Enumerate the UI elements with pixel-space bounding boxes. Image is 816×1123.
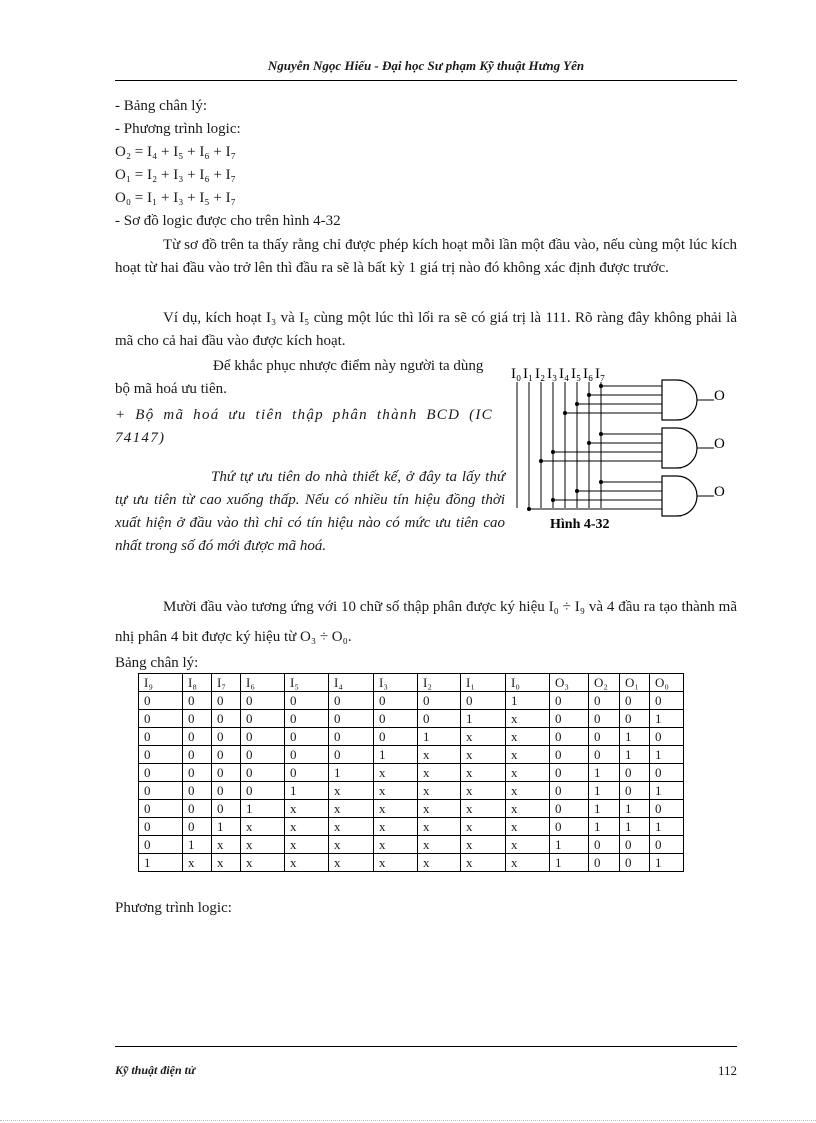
table-cell: x: [461, 746, 506, 764]
table-header-cell: O₃: [550, 674, 589, 692]
table-cell: x: [418, 836, 461, 854]
table-cell: x: [418, 818, 461, 836]
table-cell: 0: [620, 854, 650, 872]
priority-encoder-heading: + Bộ mã hoá ưu tiên thập phân thành BCD (IC 74147): [115, 407, 493, 446]
table-cell: 0: [241, 728, 285, 746]
table-cell: x: [241, 818, 285, 836]
table-cell: 1: [241, 800, 285, 818]
table-cell: 0: [241, 764, 285, 782]
table-cell: 0: [650, 728, 684, 746]
table-cell: 1: [550, 854, 589, 872]
table-row: [139, 746, 684, 764]
table-cell: 0: [285, 746, 329, 764]
table-cell: 0: [650, 764, 684, 782]
table-header-cell: I₃: [374, 674, 418, 692]
paragraph-inputs-text: Mười đầu vào tương ứng với 10 chữ số thập phân được ký hiệu I₀ ÷ I₉ và 4 đầu ra tạo thành mã nhị phân 4 bit được ký hiệu từ O₃ ÷ O₀.: [115, 599, 737, 645]
table-cell: 0: [620, 710, 650, 728]
table-cell: x: [374, 836, 418, 854]
table-cell: 0: [212, 764, 241, 782]
junction-dot: [587, 441, 591, 445]
equation-o2: O₂ = I₄ + I₅ + I₆ + I₇: [115, 144, 236, 160]
table-cell: 0: [212, 800, 241, 818]
table-header-cell: O₀: [650, 674, 684, 692]
junction-dot: [575, 489, 579, 493]
table-header-cell: I₁: [461, 674, 506, 692]
table-cell: 0: [212, 746, 241, 764]
junction-dot: [563, 411, 567, 415]
table-cell: x: [285, 854, 329, 872]
table-cell: 0: [550, 764, 589, 782]
table-cell: 0: [461, 692, 506, 710]
table-header-cell: I₆: [241, 674, 285, 692]
table-cell: 1: [506, 692, 550, 710]
table-cell: 0: [374, 710, 418, 728]
diagram-reference: - Sơ đồ logic được cho trên hình 4-32: [115, 213, 341, 229]
junction-dot: [527, 507, 531, 511]
output-label: O: [714, 436, 725, 452]
table-cell: x: [329, 818, 374, 836]
table-cell: 0: [183, 710, 212, 728]
table-cell: x: [374, 782, 418, 800]
paragraph-example: [115, 307, 737, 353]
table-header-cell: I₇: [212, 674, 241, 692]
table-cell: 1: [589, 764, 620, 782]
table-cell: 1: [461, 710, 506, 728]
table-cell: x: [506, 746, 550, 764]
table-cell: x: [461, 800, 506, 818]
table-cell: 0: [285, 728, 329, 746]
table-cell: 1: [620, 728, 650, 746]
truth-table-label: Bảng chân lý:: [115, 655, 199, 671]
table-cell: x: [506, 782, 550, 800]
output-label: O: [714, 388, 725, 404]
table-row: [139, 854, 684, 872]
table-cell: 1: [418, 728, 461, 746]
table-cell: x: [241, 836, 285, 854]
table-row: [139, 728, 684, 746]
table-cell: 0: [650, 836, 684, 854]
table-cell: x: [418, 854, 461, 872]
table-cell: x: [461, 764, 506, 782]
table-cell: 1: [620, 746, 650, 764]
table-cell: 1: [620, 800, 650, 818]
table-cell: x: [374, 800, 418, 818]
table-cell: 0: [589, 746, 620, 764]
table-cell: 0: [589, 692, 620, 710]
table-cell: 0: [139, 836, 183, 854]
table-cell: 0: [329, 710, 374, 728]
table-cell: 0: [374, 728, 418, 746]
table-cell: 0: [285, 710, 329, 728]
table-cell: 0: [139, 728, 183, 746]
table-cell: 0: [183, 782, 212, 800]
table-row: [139, 692, 684, 710]
table-cell: x: [374, 764, 418, 782]
table-header-cell: I₈: [183, 674, 212, 692]
table-cell: 0: [550, 800, 589, 818]
table-cell: 0: [183, 818, 212, 836]
paragraph-priority: [115, 466, 505, 558]
table-cell: x: [241, 854, 285, 872]
table-cell: 0: [285, 692, 329, 710]
table-cell: x: [329, 800, 374, 818]
table-cell: 0: [589, 836, 620, 854]
table-cell: 0: [329, 692, 374, 710]
table-cell: 0: [139, 818, 183, 836]
table-header-row: [139, 674, 684, 692]
table-cell: 0: [329, 728, 374, 746]
input-label: I₅: [571, 366, 582, 382]
junction-dot: [587, 393, 591, 397]
table-row: [139, 710, 684, 728]
equation-o0: O₀ = I₁ + I₃ + I₅ + I₇: [115, 190, 236, 206]
table-cell: 0: [418, 692, 461, 710]
table-cell: x: [212, 836, 241, 854]
page-header: Nguyễn Ngọc Hiếu - Đại học Sư phạm Kỹ thuật Hưng Yên: [267, 58, 585, 73]
table-cell: 1: [650, 746, 684, 764]
table-cell: x: [418, 800, 461, 818]
table-cell: 0: [139, 782, 183, 800]
paragraph-fix: Để khắc phục nhược điểm này người ta dùng: [213, 358, 484, 374]
table-cell: 1: [650, 818, 684, 836]
table-cell: x: [461, 818, 506, 836]
paragraph-activation: [115, 234, 737, 280]
input-label: I₄: [559, 366, 570, 382]
paragraph-activation-text: Từ sơ đồ trên ta thấy rằng chỉ được phép kích hoạt mỗi lần một đầu vào, nếu cùng một lúc kích hoạt từ hai đầu vào trở lên thì đầu ra sẽ là bất kỳ 1 giá trị nào đó không xác định được trước.: [115, 237, 737, 276]
table-cell: x: [506, 818, 550, 836]
table-cell: 1: [550, 836, 589, 854]
table-cell: 0: [650, 800, 684, 818]
table-cell: x: [461, 728, 506, 746]
table-cell: 1: [183, 836, 212, 854]
table-cell: x: [506, 710, 550, 728]
table-row: [139, 764, 684, 782]
table-cell: 0: [550, 710, 589, 728]
table-cell: 1: [285, 782, 329, 800]
junction-dot: [551, 498, 555, 502]
table-cell: 0: [418, 710, 461, 728]
table-cell: 0: [329, 746, 374, 764]
table-cell: 0: [212, 728, 241, 746]
junction-dot: [551, 450, 555, 454]
table-cell: 0: [241, 782, 285, 800]
table-cell: x: [506, 764, 550, 782]
table-cell: x: [418, 782, 461, 800]
table-cell: 0: [620, 692, 650, 710]
table-cell: x: [285, 800, 329, 818]
table-cell: 1: [650, 710, 684, 728]
table-cell: 1: [589, 800, 620, 818]
table-cell: 0: [212, 782, 241, 800]
table-row: [139, 836, 684, 854]
table-cell: 0: [139, 800, 183, 818]
paragraph-fix-cont: bộ mã hoá ưu tiên.: [115, 381, 227, 397]
table-cell: 0: [374, 692, 418, 710]
or-gate: [662, 428, 697, 468]
header-rule: [115, 80, 737, 81]
table-cell: x: [506, 836, 550, 854]
table-cell: x: [329, 836, 374, 854]
table-cell: x: [329, 854, 374, 872]
table-header-cell: I₅: [285, 674, 329, 692]
table-cell: x: [285, 818, 329, 836]
table-cell: x: [506, 800, 550, 818]
table-cell: 0: [183, 764, 212, 782]
table-cell: 0: [212, 692, 241, 710]
truth-table: [138, 673, 684, 872]
table-cell: 0: [183, 746, 212, 764]
table-cell: x: [374, 818, 418, 836]
table-cell: 1: [139, 854, 183, 872]
input-label: I₂: [535, 366, 546, 382]
table-row: [139, 818, 684, 836]
junction-dot: [599, 432, 603, 436]
junction-dot: [599, 384, 603, 388]
footer-title: Kỹ thuật điện tử: [115, 1063, 196, 1077]
table-header-cell: I₀: [506, 674, 550, 692]
table-cell: 0: [139, 746, 183, 764]
table-row: [139, 782, 684, 800]
table-cell: 0: [183, 800, 212, 818]
truth-table-bullet: - Bảng chân lý:: [115, 98, 208, 114]
table-cell: 0: [241, 746, 285, 764]
table-cell: 1: [589, 818, 620, 836]
table-cell: 0: [285, 764, 329, 782]
table-cell: 0: [620, 782, 650, 800]
table-cell: 1: [374, 746, 418, 764]
table-cell: x: [183, 854, 212, 872]
table-cell: 0: [550, 728, 589, 746]
table-cell: 0: [650, 692, 684, 710]
table-cell: 1: [650, 782, 684, 800]
table-cell: 1: [212, 818, 241, 836]
table-cell: 0: [589, 710, 620, 728]
table-cell: x: [329, 782, 374, 800]
page-bottom-edge: [0, 1120, 816, 1121]
table-cell: 0: [620, 764, 650, 782]
table-cell: x: [506, 854, 550, 872]
table-cell: x: [461, 836, 506, 854]
table-cell: x: [285, 836, 329, 854]
table-cell: 0: [620, 836, 650, 854]
table-cell: 0: [241, 710, 285, 728]
paragraph-inputs: [115, 592, 737, 652]
table-cell: 1: [620, 818, 650, 836]
table-body: [139, 692, 684, 872]
input-label: I₇: [595, 366, 606, 382]
input-label: I₆: [583, 366, 594, 382]
table-cell: x: [506, 728, 550, 746]
table-cell: x: [374, 854, 418, 872]
table-cell: 0: [550, 782, 589, 800]
encoder-diagram: [505, 358, 745, 538]
output-label: O: [714, 484, 725, 500]
table-cell: 0: [241, 692, 285, 710]
table-cell: 0: [139, 710, 183, 728]
table-header-cell: O₂: [589, 674, 620, 692]
table-cell: 0: [183, 692, 212, 710]
junction-dot: [575, 402, 579, 406]
table-cell: 0: [550, 818, 589, 836]
page-number: 112: [717, 1063, 737, 1078]
table-header-cell: I₉: [139, 674, 183, 692]
table-cell: 0: [550, 746, 589, 764]
or-gate: [662, 476, 697, 516]
table-cell: x: [461, 854, 506, 872]
table-cell: x: [212, 854, 241, 872]
junction-dot: [599, 480, 603, 484]
table-cell: 0: [139, 692, 183, 710]
logic-equation-label: Phương trình logic:: [115, 900, 232, 916]
table-cell: 1: [329, 764, 374, 782]
equation-o1: O₁ = I₂ + I₃ + I₆ + I₇: [115, 167, 236, 183]
table-cell: 0: [589, 728, 620, 746]
input-label: I₃: [547, 366, 558, 382]
table-header-cell: I₂: [418, 674, 461, 692]
footer-rule: [115, 1046, 737, 1047]
table-row: [139, 800, 684, 818]
table-cell: x: [418, 746, 461, 764]
table-cell: 0: [139, 764, 183, 782]
paragraph-priority-text: Thứ tự ưu tiên do nhà thiết kế, ở đây ta lấy thứ tự ưu tiên từ cao xuống thấp. Nếu có nhiều tín hiệu đồng thời xuất hiện ở đầu vào thì chỉ có tín hiệu nào có mức ưu tiên cao nhất trong số đó mới được mã hoá.: [115, 469, 505, 554]
table-header-cell: O₁: [620, 674, 650, 692]
table-cell: 0: [212, 710, 241, 728]
paragraph-example-text: Ví dụ, kích hoạt I₃ và I₅ cùng một lúc thì lối ra sẽ có giá trị là 111. Rõ ràng đây không phải là mã cho cả hai đầu vào được kích hoạt.: [115, 310, 737, 349]
input-label: I₁: [523, 366, 534, 382]
table-cell: 1: [650, 854, 684, 872]
table-cell: 0: [183, 728, 212, 746]
table-header-cell: I₄: [329, 674, 374, 692]
table-cell: 0: [550, 692, 589, 710]
figure-caption: Hình 4-32: [550, 517, 610, 532]
table-cell: 0: [589, 854, 620, 872]
table-cell: x: [418, 764, 461, 782]
or-gate: [662, 380, 697, 420]
logic-equation-bullet: - Phương trình logic:: [115, 121, 241, 137]
table-cell: 1: [589, 782, 620, 800]
table-cell: x: [461, 782, 506, 800]
junction-dot: [539, 459, 543, 463]
input-label: I₀: [511, 366, 522, 382]
